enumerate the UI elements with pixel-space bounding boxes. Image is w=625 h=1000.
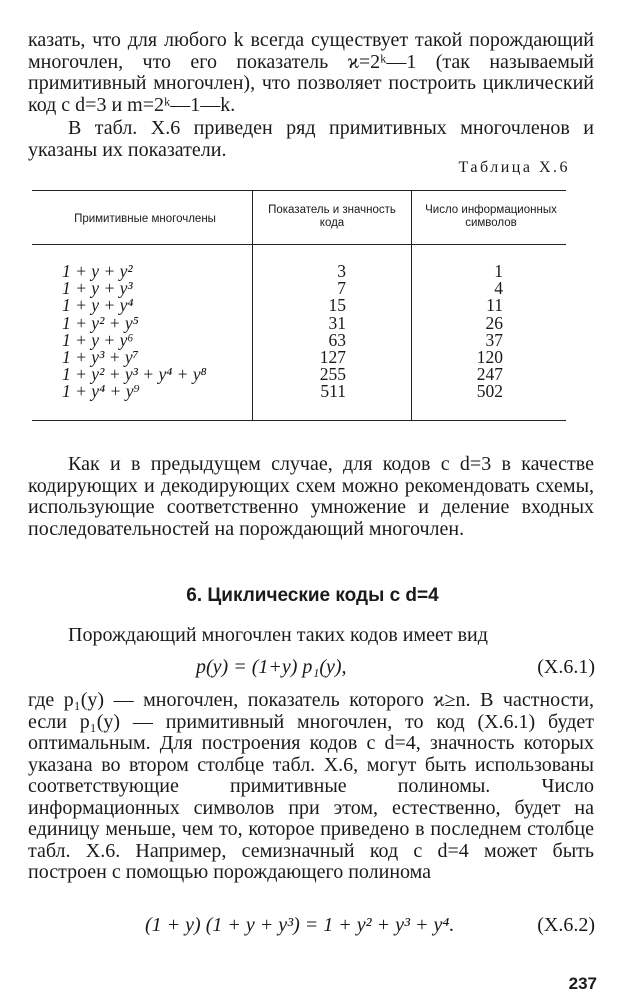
table-cell: 11	[486, 295, 503, 316]
paragraph-optimal: где p₁(y) — многочлен, показатель которого ϰ≥n. В частности, если p₁(y) — примитивный многочлен, то код (X.6.1) будет оптимальным. Для построения кодов с d=4, значность которых указана во втором столбце табл. X.6, могут быть использованы соответствующие примитивные полиномы. Число информационных символов при этом, естественно, будет на единицу меньше, чем то, которое приведено в последнем столбце табл. X.6. Например, семизначный код с d=4 может быть построен с помощью порождающего полинома	[28, 689, 594, 883]
table-cell: 1 + y + y⁴	[62, 295, 134, 316]
table-cell: 1 + y³ + y⁷	[62, 347, 139, 368]
table-header-rule	[32, 244, 566, 245]
table-cell: 247	[476, 364, 503, 385]
table-bottom-rule	[32, 420, 566, 421]
table-cell: 1 + y + y³	[62, 278, 133, 299]
table-cell: 1 + y² + y⁵	[62, 312, 139, 333]
page-number: 237	[568, 974, 597, 993]
table-cell: 127	[319, 347, 346, 368]
table-cell: 26	[485, 312, 503, 333]
info-symbols-column	[455, 263, 503, 401]
paragraph-schemes: Как и в предыдущем случае, для кодов с d=3 в качестве кодирующих и декодирующих схем можно рекомендовать схемы, использующие соответственно умножение и деление входных последовательностей на порождающий многочлен.	[28, 453, 594, 540]
table-cell: 1 + y + y²	[62, 261, 133, 281]
table-column-divider	[252, 190, 253, 420]
table-cell: 255	[319, 364, 346, 385]
table-cell: 3	[337, 261, 346, 281]
table-cell: 1	[494, 261, 503, 281]
table-top-rule	[32, 190, 566, 191]
paragraph-generator: Порождающий многочлен таких кодов имеет вид	[68, 624, 488, 646]
table-cell: 63	[328, 329, 346, 350]
table-cell: 15	[328, 295, 346, 316]
table-cell: 1 + y + y⁶	[62, 329, 134, 350]
paragraph-table-intro: В табл. X.6 приведен ряд примитивных многочленов и указаны их показатели.	[28, 117, 594, 161]
paragraph-continuation: казать, что для любого k всегда существует такой порождающий многочлен, что его показатель ϰ=2ᵏ—1 (так называемый примитивный многочлен), что позволяет построить циклический код с d=3 и m=2ᵏ—1—k.	[28, 29, 594, 116]
table-cell: 1 + y² + y³ + y⁴ + y⁸	[62, 364, 207, 385]
table-cell: 4	[494, 278, 503, 299]
table-cell: 120	[476, 347, 503, 368]
section-heading: 6. Циклические коды с d=4	[186, 585, 439, 606]
formula-x61-number: (X.6.1)	[537, 656, 595, 678]
table-cell: 31	[328, 312, 346, 333]
table-caption: Таблица X.6	[458, 159, 570, 176]
table-column-divider	[411, 190, 412, 420]
table-cell: 511	[320, 381, 346, 402]
header-info-symbols: Число информационных символов	[425, 204, 557, 229]
header-polynomials: Примитивные многочлены	[74, 213, 216, 225]
table-cell: 37	[485, 329, 503, 350]
formula-x62: (1 + y) (1 + y + y³) = 1 + y² + y³ + y⁴.	[145, 914, 455, 936]
formula-x62-number: (X.6.2)	[537, 914, 595, 936]
table-cell: 1 + y⁴ + y⁹	[62, 381, 140, 402]
formula-x61: p(y) = (1+y) p₁(y),	[196, 656, 347, 678]
table-cell: 502	[476, 381, 503, 402]
table-cell: 7	[337, 278, 346, 299]
header-exponent: Показатель и значность кода	[268, 204, 396, 229]
exponents-column	[300, 263, 346, 401]
polynomials-column	[62, 263, 207, 401]
